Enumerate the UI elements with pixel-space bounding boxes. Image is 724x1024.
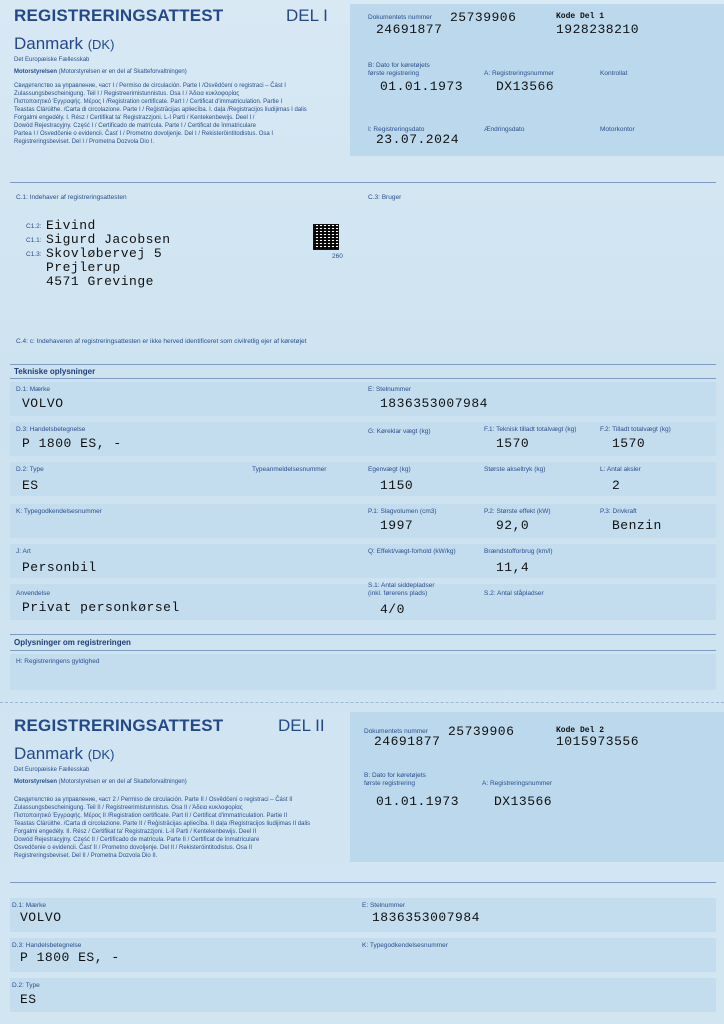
multilingual-line: Forgalmi engedély. II. Rész / Certifikat ta' Registrazzjoni. L-II Parti / Kentekenbewijs. Deel II: [14, 829, 257, 835]
part2-country-name: Danmark: [14, 744, 83, 763]
part2-code-label: Kode Del 2: [556, 726, 605, 735]
s1-label-1: S.1: Antal siddepladser: [368, 582, 435, 589]
multilingual-line: Πιστοποιητικό Έγγραφής. Μέρος II /Registration certificate. Part II / Certificat d'immatriculation. Partie II: [14, 813, 288, 819]
d3-value: P 1800 ES, -: [22, 436, 122, 451]
c12-code: C1.2:: [26, 223, 42, 230]
l-label: L: Antal aksler: [600, 466, 641, 473]
part1-eu-union: Det Europæiske Fællesskab: [14, 57, 90, 63]
part2-authority-name: Motorstyrelsen: [14, 779, 58, 785]
g-label: G: Køreklar vægt (kg): [368, 428, 431, 435]
part2-doc-number-1: 25739906: [448, 724, 515, 739]
part2-country-code: (DK): [87, 747, 115, 762]
divider: [10, 182, 716, 183]
owner-address-postal: 4571 Grevinge: [46, 274, 154, 289]
part1-motor-label: Motorkontor: [600, 126, 635, 133]
p1-label: P.1: Slagvolumen (cm3): [368, 508, 437, 515]
k-label: K: Typegodkendelsesnummer: [16, 508, 102, 515]
part1-change-label: Ændringsdato: [484, 126, 525, 133]
part2-b-value: 01.01.1973: [376, 794, 460, 809]
part2-code-value: 1015973556: [556, 734, 640, 749]
part2-a-label: A: Registreringsnummer: [482, 780, 553, 787]
multilingual-line: Свидетелство за управление, част I / Permiso de circulación. Parte I /Osvědčení o registraci – Část I: [14, 83, 286, 89]
datamatrix-code: [313, 224, 339, 250]
part2-b-label-2: første registrering: [364, 780, 415, 787]
owner-address-street: Skovløbervej 5: [46, 246, 163, 261]
part1-country: [14, 34, 114, 54]
part1-multilingual-block: [14, 82, 344, 146]
owner-first-name: Eivind: [46, 218, 96, 233]
part2-d2-value: ES: [20, 992, 37, 1007]
f2-label: F.2: Tilladt totalvægt (kg): [600, 426, 671, 433]
row-band: [10, 544, 716, 578]
s1-value: 4/0: [380, 602, 405, 617]
multilingual-line: Forgalmi engedély. I. Rész / Certifikat ta' Registrazzjoni. L-I Parti / Kentekenbewijs. Deel I /: [14, 115, 255, 121]
part2-e-value: 1836353007984: [372, 910, 480, 925]
part2-b-label-1: B: Dato for køretøjets: [364, 772, 426, 779]
type-approval-label: Typeanmeldelsesnummer: [252, 466, 327, 473]
owner-address-town: Prejlerup: [46, 260, 121, 275]
divider: [10, 650, 716, 651]
part1-a-value: DX13566: [496, 79, 555, 94]
d1-value: VOLVO: [22, 396, 64, 411]
axle-load-label: Største akseltryk (kg): [484, 466, 546, 473]
part1-a-label: A: Registreringsnummer: [484, 70, 555, 77]
j-label: J: Art: [16, 548, 31, 555]
part1-authority-note: (Motorstyrelsen er en del af Skatteforvaltningen): [58, 69, 187, 75]
f1-label: F.1: Teknisk tilladt totalvægt (kg): [484, 426, 577, 433]
multilingual-line: Partea I / Osvedčenie o evidencii. Časť I / Prometno dovoljenje. Del I / Rekisteröintitodistus. Osa I: [14, 131, 274, 137]
part1-doc-number-1: 25739906: [450, 10, 517, 25]
part1-i-label: I: Registreringsdato: [368, 126, 425, 133]
p1-value: 1997: [380, 518, 414, 533]
divider: [10, 882, 716, 883]
d2-value: ES: [22, 478, 39, 493]
l-value: 2: [612, 478, 621, 493]
part1-authority-name: Motorstyrelsen: [14, 69, 58, 75]
c11-code: C1.1:: [26, 237, 42, 244]
part1-doc-number-label: Dokumentets nummer: [368, 14, 432, 21]
own-weight-label: Egenvægt (kg): [368, 466, 411, 473]
owner-last-name: Sigurd Jacobsen: [46, 232, 171, 247]
d1-label: D.1: Mærke: [16, 386, 50, 393]
divider: [10, 634, 716, 635]
part1-b-label-1: B: Dato for køretøjets: [368, 62, 430, 69]
multilingual-line: Registreringsbeviset. Del I / Prometna Dozvola Dio I.: [14, 139, 155, 145]
s2-label: S.2: Antal ståpladser: [484, 590, 544, 597]
multilingual-line: Zulassungsbescheinigung. Teil I / Registreerimistunnistus. Osa I / Άδεια κυκλοφορίας: [14, 91, 240, 97]
technical-section-title: Tekniske oplysninger: [14, 367, 96, 376]
p2-label: P.2: Største effekt (kW): [484, 508, 551, 515]
part2-a-value: DX13566: [494, 794, 553, 809]
fuel-label: Brændstofforbrug (km/l): [484, 548, 553, 555]
p3-value: Benzin: [612, 518, 662, 533]
c1-label: C.1: Indehaver af registreringsattesten: [16, 194, 127, 201]
part1-code-value: 1928238210: [556, 22, 640, 37]
c4-label: C.4: c: Indehaveren af registreringsattesten er ikke herved identificeret som civilretlig ejer af køretøjet: [16, 338, 307, 345]
part2-e-label: E: Stelnummer: [362, 902, 405, 909]
part2-d3-label: D.3: Handelsbetegnelse: [12, 942, 82, 949]
part1-code-label: Kode Del 1: [556, 12, 605, 21]
part1-country-code: (DK): [87, 37, 115, 52]
use-value: Privat personkørsel: [22, 600, 180, 615]
part1-del-label: DEL I: [286, 6, 328, 25]
part2-doc-number-label: Dokumentets nummer: [364, 728, 428, 735]
use-label: Anvendelse: [16, 590, 50, 597]
part2-doc-number-2: 24691877: [374, 734, 441, 749]
multilingual-line: Zulassungsbescheinigung. Teil II / Registreerimistunnistus. Osa II / Άδεια κυκλοφορίας: [14, 805, 243, 811]
part1-title: REGISTRERINGSATTEST: [14, 6, 224, 25]
part2-title: REGISTRERINGSATTEST: [14, 716, 224, 735]
e-value: 1836353007984: [380, 396, 488, 411]
multilingual-line: Registreringsbeviset. Del II / Prometna Dozvola Dio II.: [14, 853, 158, 859]
divider: [10, 364, 716, 365]
tear-line: [0, 702, 724, 703]
p2-value: 92,0: [496, 518, 530, 533]
h-label: H: Registreringens gyldighed: [16, 658, 100, 665]
part2-d1-label: D.1: Mærke: [12, 902, 46, 909]
d2-label: D.2: Type: [16, 466, 44, 473]
e-label: E: Stelnummer: [368, 386, 411, 393]
part2-multilingual-block: [14, 796, 344, 860]
j-value: Personbil: [22, 560, 97, 575]
multilingual-line: Osvedčenie o evidencii. Časť II / Prometno dovoljenje. Del II / Rekisteröintitodistus. Osa II: [14, 845, 253, 851]
own-weight-value: 1150: [380, 478, 414, 493]
registration-section-title: Oplysninger om registreringen: [14, 638, 131, 647]
datamatrix-number: 260: [332, 253, 343, 260]
part1-b-value: 01.01.1973: [380, 79, 464, 94]
q-label: Q: Effekt/vægt-forhold (kW/kg): [368, 548, 456, 555]
part1-authority: [14, 68, 187, 76]
part1-doc-number-2: 24691877: [376, 22, 443, 37]
part1-b-label-2: første registrering: [368, 70, 419, 77]
part2-eu-union: Det Europæiske Fællesskab: [14, 767, 90, 773]
multilingual-line: Dowód Rejestracyjny. Część II / Certificado de matrícula. Parte II / Certificat de înmatriculare: [14, 837, 260, 843]
multilingual-line: Dowód Rejestracyjny. Część I / Certificado de matrícula. Parte I / Certificat de înmatriculare: [14, 123, 256, 129]
s1-label-2: (inkl. førerens plads): [368, 590, 428, 597]
row-band: [10, 382, 716, 416]
c3-label: C.3: Bruger: [368, 194, 402, 201]
part1-i-value: 23.07.2024: [376, 132, 460, 147]
part2-country: [14, 744, 114, 764]
multilingual-line: Свидетелство за управление, част 2 / Permiso de circulación. Parte II / Osvědčení o registraci – Část II: [14, 797, 293, 803]
multilingual-line: Πιστοποιητικό Έγγραφής. Μέρος I /Registration certificate. Part I / Certificat d'immatriculation. Partie I: [14, 99, 283, 105]
c13-code: C1.3:: [26, 251, 42, 258]
part2-k-label: K: Typegodkendelsesnummer: [362, 942, 448, 949]
fuel-value: 11,4: [496, 560, 530, 575]
part2-authority: [14, 778, 187, 786]
row-band: [10, 654, 716, 690]
part1-kontrol-label: Kontrollat: [600, 70, 628, 77]
part2-d2-label: D.2: Type: [12, 982, 40, 989]
part2-d1-value: VOLVO: [20, 910, 62, 925]
multilingual-line: Teastas Clárúithe. /Carta di circolazione. Parte II / Reģistrācijas apliecība. II daļa /Registracijos liudijimas II dalis: [14, 821, 311, 827]
f2-value: 1570: [612, 436, 646, 451]
part2-authority-note: (Motorstyrelsen er en del af Skatteforvaltningen): [58, 779, 187, 785]
p3-label: P.3: Drivkraft: [600, 508, 637, 515]
part1-country-name: Danmark: [14, 34, 83, 53]
part2-d3-value: P 1800 ES, -: [20, 950, 120, 965]
f1-value: 1570: [496, 436, 530, 451]
row-band: [10, 978, 716, 1012]
part2-del-label: DEL II: [278, 716, 325, 735]
divider: [10, 378, 716, 379]
multilingual-line: Teastas Clárúithe. /Carta di circolazione. Parte I / Reģistrācijas apliecība. I. daļa /Registracijos liudijimas I dalis: [14, 107, 307, 113]
d3-label: D.3: Handelsbetegnelse: [16, 426, 86, 433]
